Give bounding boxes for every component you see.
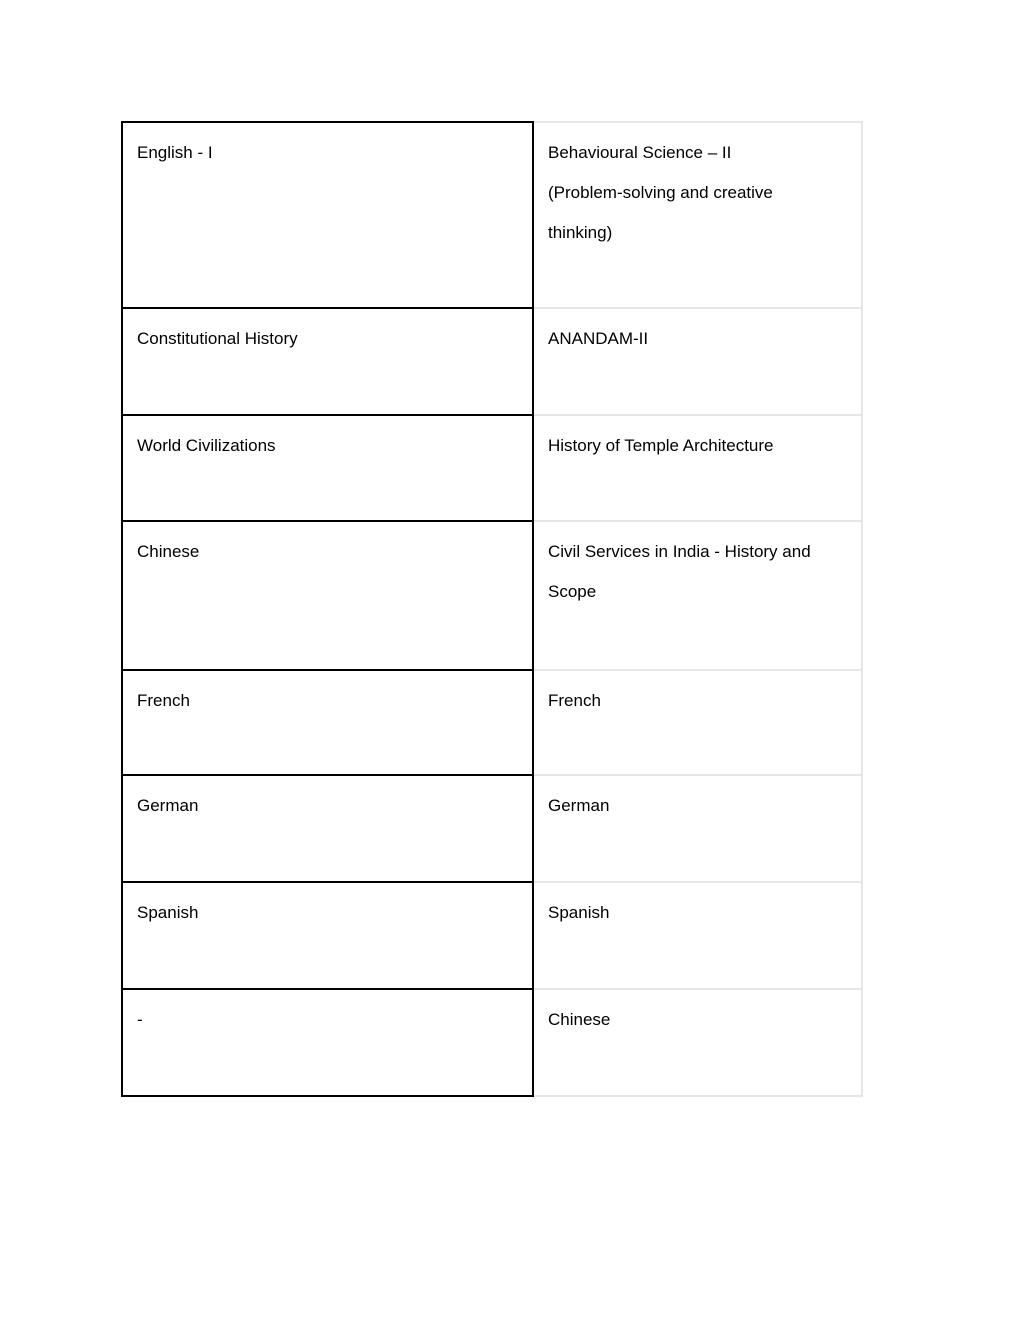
- table-row: [121, 522, 863, 671]
- cell-text: Chinese: [137, 542, 200, 561]
- cell-text: Scope: [548, 582, 597, 601]
- cell-text: French: [137, 691, 190, 710]
- table-row: [121, 671, 863, 776]
- table-cell-left: [121, 883, 534, 990]
- table-cell-left: [121, 416, 534, 522]
- table-cell-right: [534, 671, 863, 776]
- table-cell-right: [534, 309, 863, 416]
- table-cell-left: [121, 309, 534, 416]
- table-cell-left: [121, 671, 534, 776]
- cell-text: Spanish: [137, 903, 199, 922]
- table-cell-left: [121, 990, 534, 1097]
- table-row: [121, 121, 863, 309]
- table-row: [121, 776, 863, 883]
- table-row: [121, 883, 863, 990]
- table-cell-right: [534, 776, 863, 883]
- table-cell-right: [534, 416, 863, 522]
- cell-text: Chinese: [548, 1010, 611, 1029]
- course-table: [121, 121, 863, 1097]
- cell-text: History of Temple Architecture: [548, 436, 774, 455]
- table-cell-right: [534, 522, 863, 671]
- cell-text: Behavioural Science – II: [548, 143, 732, 162]
- cell-text: thinking): [548, 223, 613, 242]
- table-row: [121, 416, 863, 522]
- cell-text: Civil Services in India - History and: [548, 542, 811, 561]
- cell-text: Spanish: [548, 903, 610, 922]
- cell-text: (Problem-solving and creative: [548, 183, 773, 202]
- cell-text: French: [548, 691, 601, 710]
- table-cell-left: [121, 522, 534, 671]
- table-row: [121, 309, 863, 416]
- cell-text: English - I: [137, 143, 213, 162]
- table-cell-right: [534, 990, 863, 1097]
- table-cell-right: [534, 121, 863, 309]
- cell-text: World Civilizations: [137, 436, 276, 455]
- cell-text: Constitutional History: [137, 329, 298, 348]
- cell-text: ANANDAM-II: [548, 329, 649, 348]
- table-cell-left: [121, 776, 534, 883]
- table-cell-left: [121, 121, 534, 309]
- table-row: [121, 990, 863, 1097]
- cell-text: German: [548, 796, 610, 815]
- table-cell-right: [534, 883, 863, 990]
- cell-text: German: [137, 796, 199, 815]
- cell-text: -: [137, 1010, 143, 1029]
